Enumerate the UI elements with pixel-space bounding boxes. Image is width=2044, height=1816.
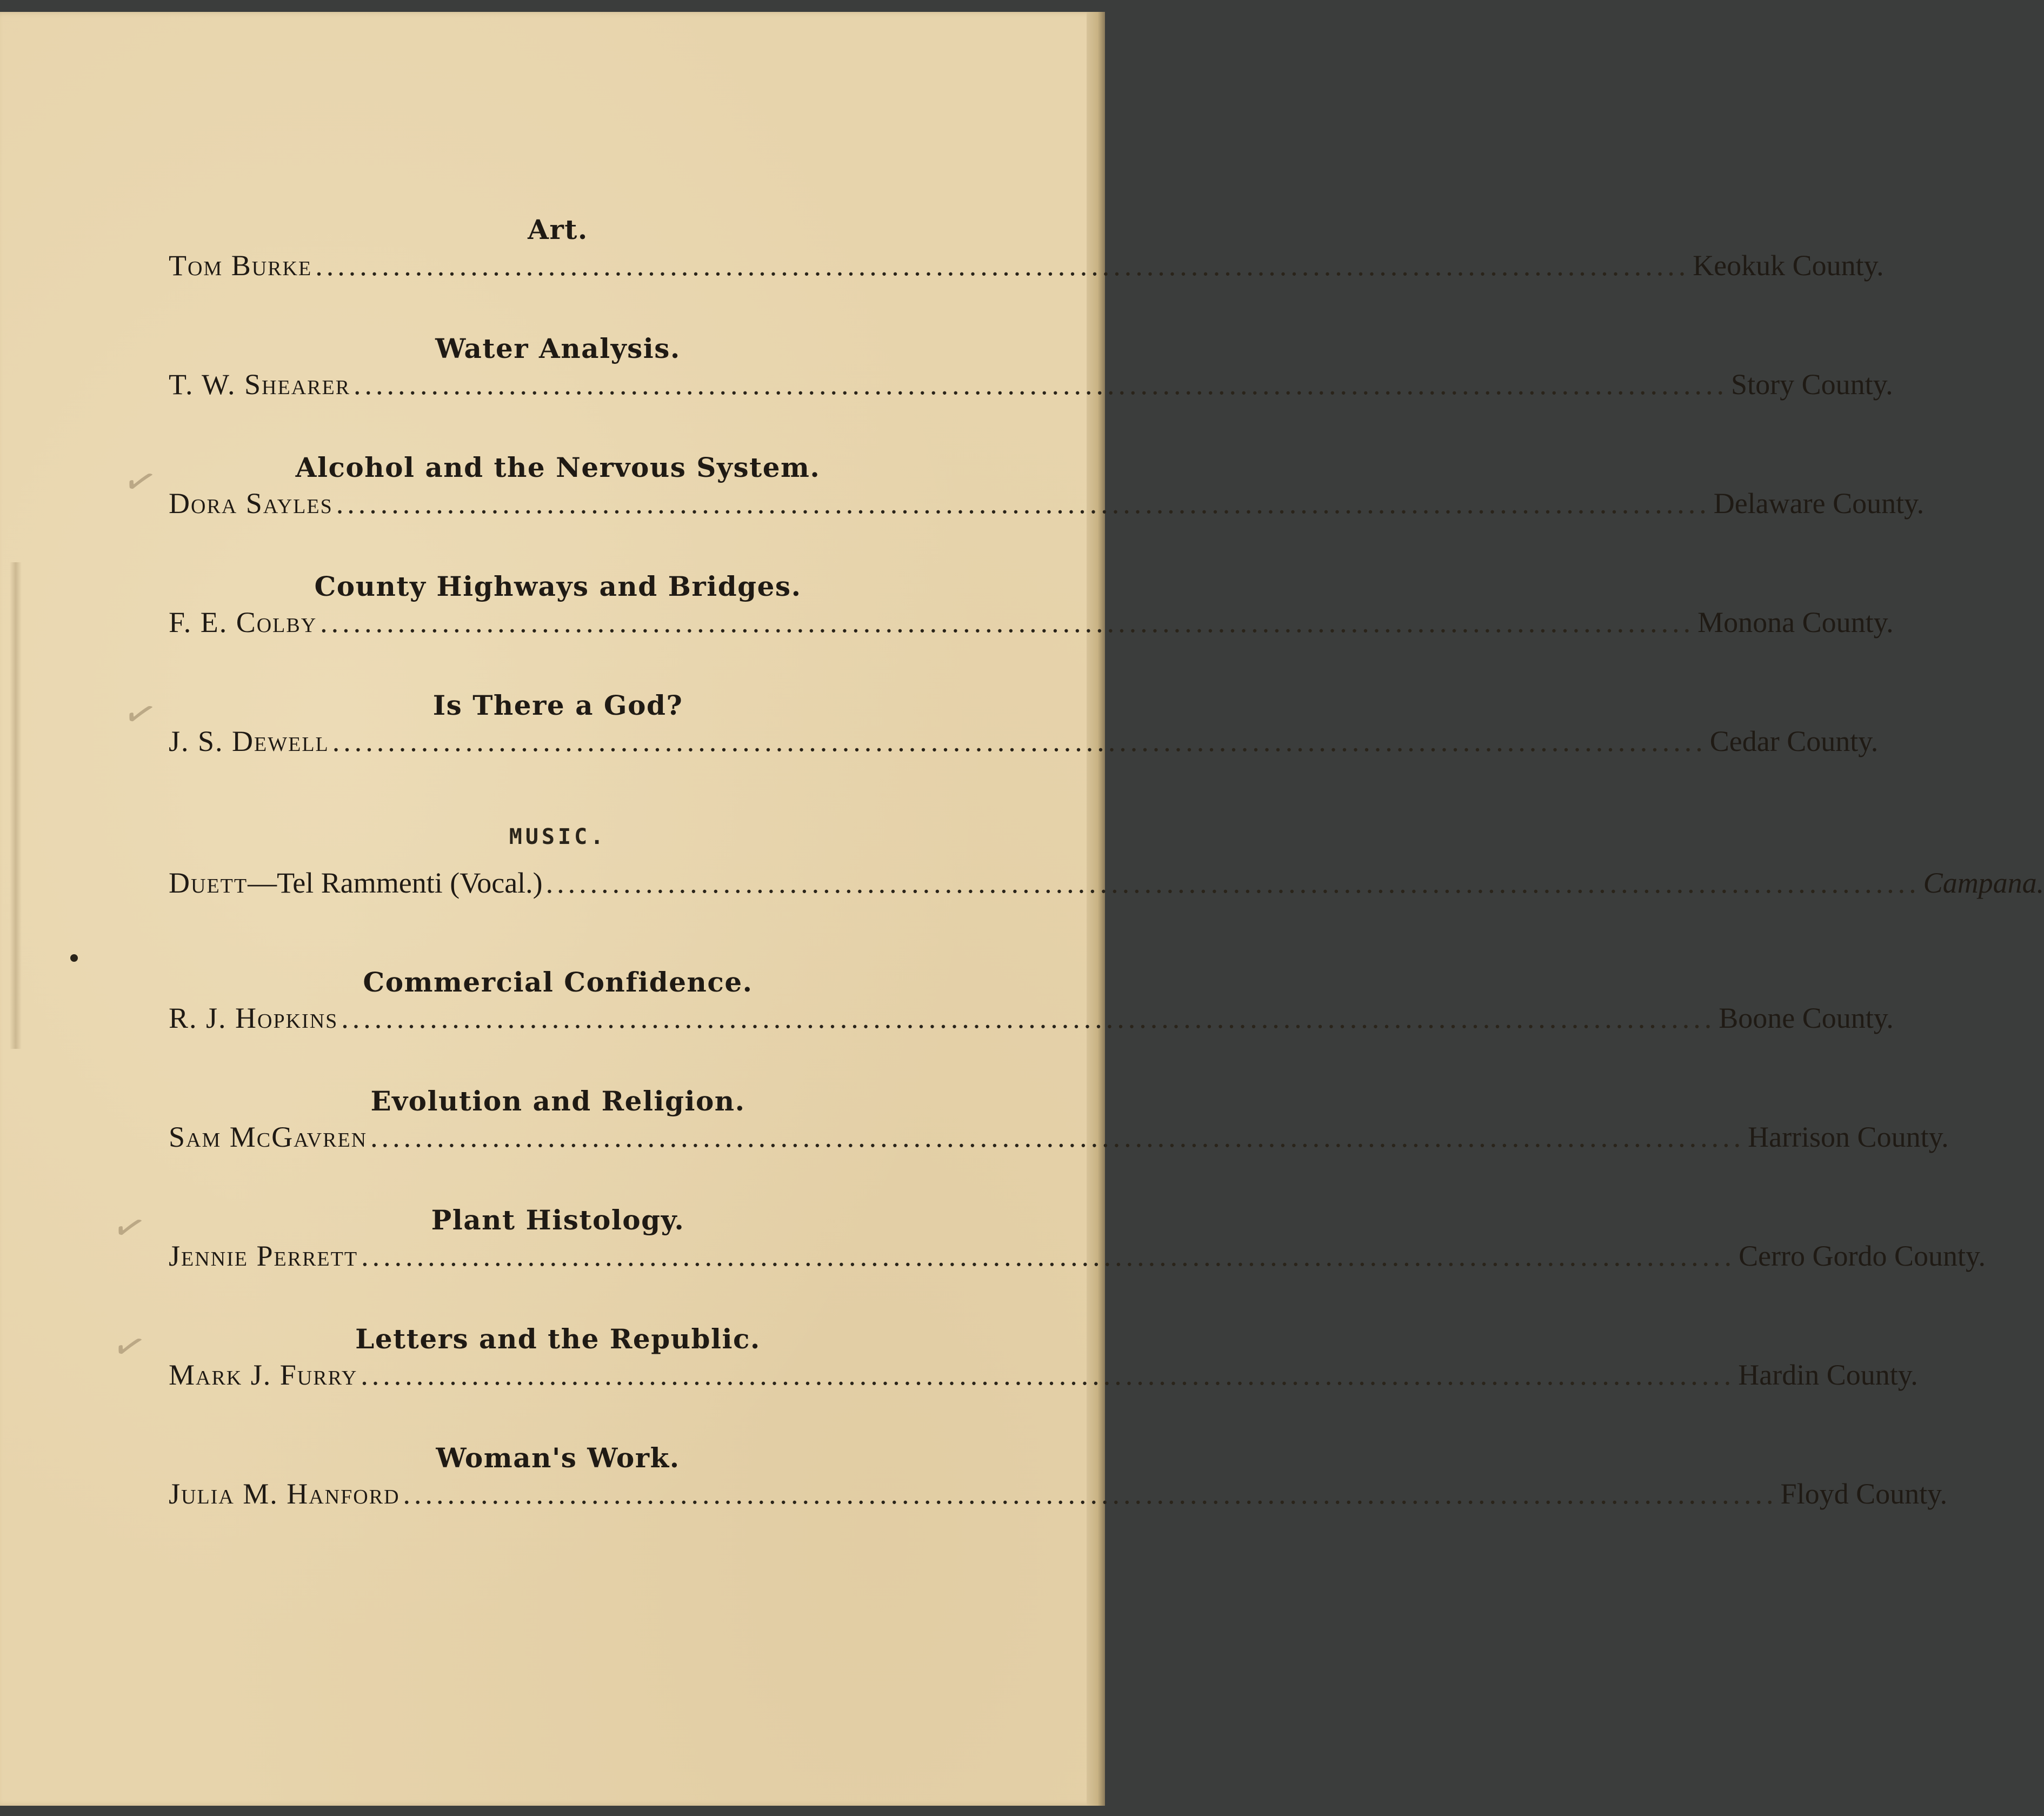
dot-leader: ............................................................................................................................	[370, 1121, 1745, 1153]
dot-leader: ............................................................................................................................	[545, 867, 1920, 899]
county-name: Keokuk County.	[1693, 249, 1884, 282]
music-piece: —Tel Rammenti (Vocal.)	[248, 867, 543, 899]
entry-title: Is There a God?	[432, 689, 683, 721]
entry-line	[169, 367, 1893, 402]
music-entry	[169, 821, 2044, 901]
entry-title: Letters and the Republic.	[355, 1323, 761, 1355]
entry-line	[169, 723, 1879, 759]
entry-title: Commercial Confidence.	[363, 966, 753, 998]
dot-leader: ............................................................................................................................	[320, 606, 1695, 638]
program-entry	[169, 450, 1925, 521]
dot-leader: ............................................................................................................................	[354, 368, 1728, 401]
program-entry	[169, 569, 1894, 640]
dot-leader: ............................................................................................................................	[341, 1002, 1716, 1034]
county-name: Boone County.	[1719, 1002, 1894, 1034]
pencil-check-mark: ✓	[118, 688, 162, 741]
pencil-check-mark: ✓	[107, 1320, 151, 1373]
dot-leader: ............................................................................................................................	[403, 1478, 1777, 1510]
speaker-name: Dora Sayles	[169, 487, 333, 520]
county-name: Harrison County.	[1748, 1121, 1949, 1153]
entry-line	[169, 1238, 1986, 1274]
speaker-name: F. E. Colby	[169, 606, 317, 638]
entry-line	[169, 1476, 1948, 1512]
entry-line	[169, 604, 1894, 640]
program-entry	[169, 688, 1879, 759]
entry-title: Evolution and Religion.	[370, 1085, 745, 1117]
speaker-name: Tom Burke	[169, 249, 312, 282]
binding-stitching	[10, 562, 22, 1049]
program-entry	[169, 1440, 1948, 1512]
entry-title: Plant Histology.	[431, 1204, 685, 1236]
program-entry	[169, 1083, 1949, 1155]
pencil-check-mark: ✓	[118, 455, 162, 508]
entry-title: Alcohol and the Nervous System.	[295, 451, 821, 483]
county-name: Hardin County.	[1738, 1359, 1918, 1391]
dot-leader: ............................................................................................................................	[361, 1359, 1735, 1391]
speaker-name: R. J. Hopkins	[169, 1002, 338, 1034]
speaker-name: Sam McGavren	[169, 1121, 368, 1153]
speaker-name: J. S. Dewell	[169, 725, 329, 757]
dot-leader: ............................................................................................................................	[315, 249, 1690, 282]
entry-title: Art.	[528, 214, 588, 245]
program-entry	[169, 212, 1884, 283]
county-name: Delaware County.	[1713, 487, 1925, 520]
county-name: Floyd County.	[1780, 1478, 1948, 1510]
county-name: Cedar County.	[1709, 725, 1879, 757]
dot-leader: ............................................................................................................................	[361, 1240, 1736, 1272]
program-entry	[169, 331, 1893, 402]
speaker-name: Jennie Perrett	[169, 1240, 358, 1272]
dot-leader: ............................................................................................................................	[332, 725, 1707, 757]
entry-line	[169, 248, 1884, 283]
music-heading: MUSIC.	[509, 824, 607, 849]
entry-line	[169, 1357, 1918, 1393]
speaker-name: Julia M. Hanford	[169, 1478, 400, 1510]
program-entry	[169, 1202, 1986, 1274]
entry-title: Water Analysis.	[435, 332, 681, 364]
program-entry	[169, 1321, 1918, 1393]
county-name: Monona County.	[1697, 606, 1894, 638]
entry-line	[169, 1119, 1949, 1155]
county-name: Story County.	[1731, 368, 1893, 401]
entry-title: County Highways and Bridges.	[314, 570, 802, 602]
speaker-name: T. W. Shearer	[169, 368, 351, 401]
dot-leader: ............................................................................................................................	[336, 487, 1710, 520]
entry-title: Woman's Work.	[436, 1442, 680, 1474]
ink-spot	[70, 954, 78, 962]
pencil-check-mark: ✓	[107, 1201, 151, 1254]
music-label: Duett	[169, 867, 248, 899]
entry-line	[169, 1000, 1894, 1036]
program-entry	[169, 964, 1894, 1036]
music-line	[169, 865, 2044, 901]
county-name: Cerro Gordo County.	[1739, 1240, 1986, 1272]
speaker-name: Mark J. Furry	[169, 1359, 358, 1391]
music-composer: Campana.	[1923, 867, 2044, 899]
entry-line	[169, 485, 1925, 521]
